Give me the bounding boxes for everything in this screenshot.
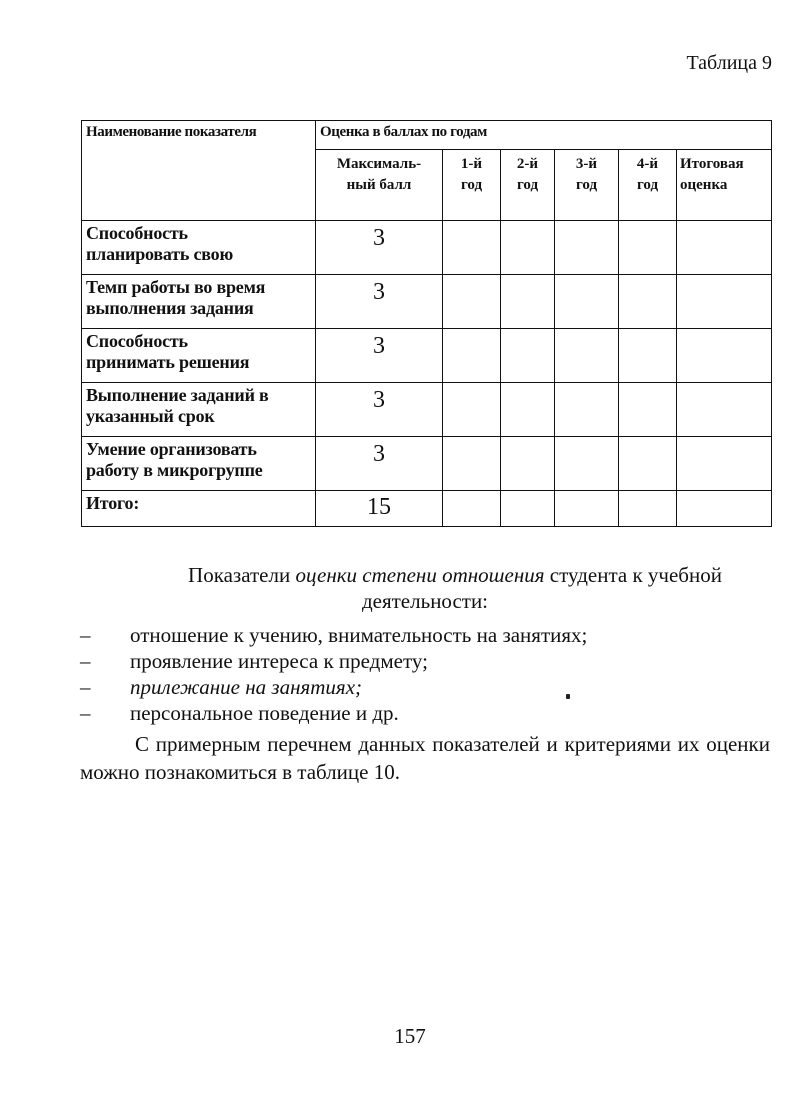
- empty-cell: [501, 491, 555, 527]
- empty-cell: [555, 437, 619, 491]
- max-score-cell: 3: [316, 383, 443, 437]
- dash-marker: –: [80, 675, 91, 699]
- empty-cell: [443, 221, 501, 275]
- list-item: [80, 622, 770, 648]
- empty-cell: [501, 437, 555, 491]
- empty-cell: [619, 221, 677, 275]
- empty-cell: [619, 275, 677, 329]
- closing-paragraph: С примерным перечнем данных показателей и критериями их оценки можно познакомиться в таблице 10.: [80, 732, 770, 784]
- max-score-cell: 3: [316, 275, 443, 329]
- row-label: Выполнение заданий в указанный срок: [82, 383, 316, 437]
- empty-cell: [677, 491, 772, 527]
- row-label: Способность планировать свою: [82, 221, 316, 275]
- total-value: 15: [316, 491, 443, 527]
- subheader-year-3: 3-й год: [555, 150, 619, 221]
- dash-marker: –: [80, 649, 91, 673]
- empty-cell: [443, 275, 501, 329]
- table-caption: Таблица 9: [686, 52, 772, 74]
- empty-cell: [555, 383, 619, 437]
- max-score-cell: 3: [316, 329, 443, 383]
- list-item: [80, 700, 770, 726]
- list-item-text: проявление интереса к предмету;: [130, 649, 428, 673]
- intro-text-before: Показатели: [188, 563, 296, 587]
- subheader-year-1: 1-й год: [443, 150, 501, 221]
- empty-cell: [677, 275, 772, 329]
- header-indicator-name: Наименование показателя: [82, 121, 316, 221]
- empty-cell: [677, 437, 772, 491]
- indicator-list: [80, 622, 770, 726]
- empty-cell: [443, 437, 501, 491]
- empty-cell: [555, 275, 619, 329]
- header-score-by-years: Оценка в баллах по годам: [316, 121, 772, 150]
- empty-cell: [443, 383, 501, 437]
- empty-cell: [619, 329, 677, 383]
- list-item: [80, 674, 770, 700]
- table-row: [82, 275, 772, 329]
- empty-cell: [555, 329, 619, 383]
- subheader-year-4: 4-й год: [619, 150, 677, 221]
- row-label: Умение организовать работу в микрогруппе: [82, 437, 316, 491]
- empty-cell: [443, 329, 501, 383]
- empty-cell: [443, 491, 501, 527]
- empty-cell: [677, 329, 772, 383]
- empty-cell: [501, 221, 555, 275]
- dash-marker: –: [80, 701, 91, 725]
- page-number: 157: [394, 1024, 426, 1048]
- list-item-text: отношение к учению, внимательность на занятиях;: [130, 623, 588, 647]
- table-row: [82, 329, 772, 383]
- table-row: [82, 383, 772, 437]
- subheader-max-score: Максималь- ный балл: [316, 150, 443, 221]
- list-item-text: прилежание на занятиях;: [130, 675, 363, 699]
- list-item: [80, 648, 770, 674]
- empty-cell: [501, 329, 555, 383]
- row-label: Способность принимать решения: [82, 329, 316, 383]
- empty-cell: [619, 437, 677, 491]
- empty-cell: [619, 491, 677, 527]
- empty-cell: [555, 491, 619, 527]
- empty-cell: [501, 383, 555, 437]
- list-item-text: персональное поведение и др.: [130, 701, 399, 725]
- table-total-row: [82, 491, 772, 527]
- empty-cell: [677, 383, 772, 437]
- subheader-final-score: Итоговая оценка: [677, 150, 772, 221]
- scan-speck: [566, 694, 570, 699]
- max-score-cell: 3: [316, 437, 443, 491]
- table-row: [82, 437, 772, 491]
- max-score-cell: 3: [316, 221, 443, 275]
- evaluation-table: [81, 120, 772, 527]
- empty-cell: [501, 275, 555, 329]
- intro-text-after: студента к учебной деятельности:: [361, 563, 722, 613]
- empty-cell: [677, 221, 772, 275]
- indicators-intro: [80, 562, 770, 614]
- empty-cell: [555, 221, 619, 275]
- empty-cell: [619, 383, 677, 437]
- dash-marker: –: [80, 623, 91, 647]
- subheader-year-2: 2-й год: [501, 150, 555, 221]
- total-label: Итого:: [82, 491, 316, 527]
- intro-text-italic: оценки степени отношения: [295, 563, 545, 587]
- table-row: [82, 221, 772, 275]
- row-label: Темп работы во время выполнения задания: [82, 275, 316, 329]
